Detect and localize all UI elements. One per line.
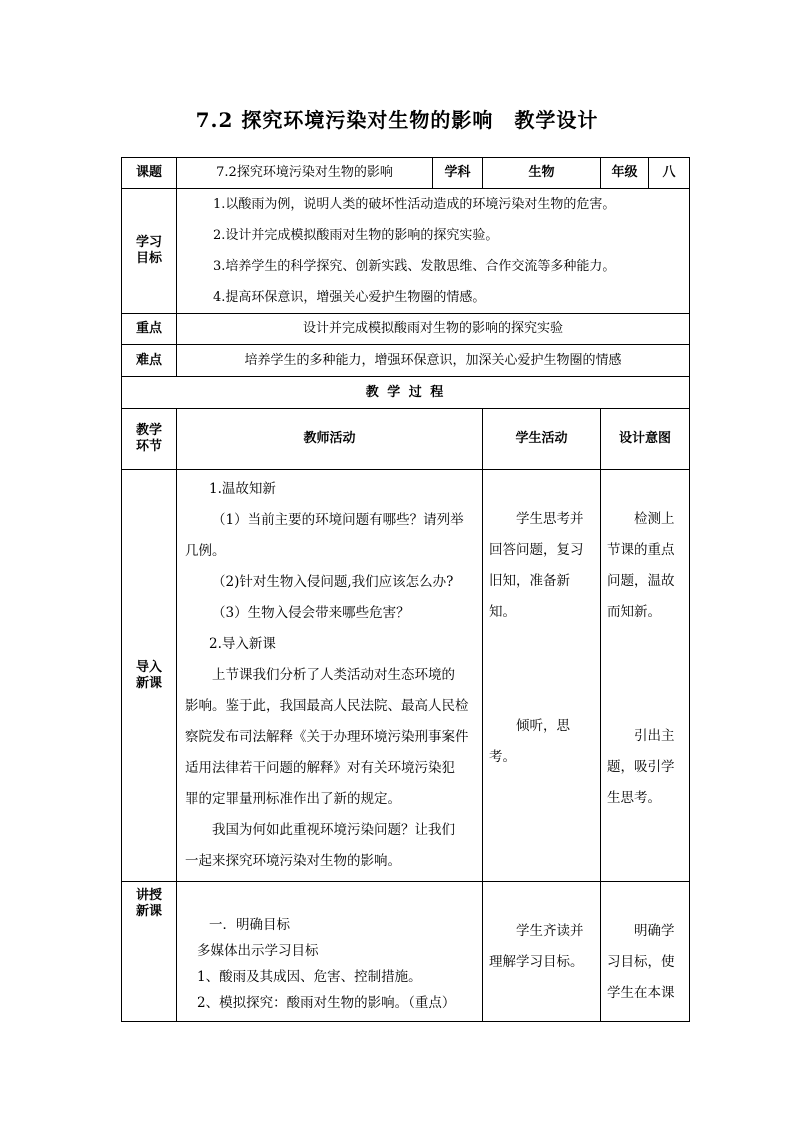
difficulty-value: 培养学生的多种能力，增强环保意识，加深关心爱护生物圈的情感 xyxy=(177,345,690,377)
key-point-value: 设计并完成模拟酸雨对生物的影响的探究实验 xyxy=(177,314,690,345)
course-value: 7.2探究环境污染对生物的影响 xyxy=(177,158,433,189)
stage-column-header: 教学 环节 xyxy=(122,409,177,470)
lecture-design-intent: 明确学习目标，使学生在本课 xyxy=(601,882,690,1022)
grade-value: 八 xyxy=(649,158,690,189)
lesson-plan-table xyxy=(121,157,690,1022)
lecture-student-activity: 学生齐读并理解学习目标。 xyxy=(483,882,601,1022)
goal-item: 1.以酸雨为例，说明人类的破坏性活动造成的环境污染对生物的危害。 xyxy=(213,197,616,212)
lecture-stage: 讲授 新课 xyxy=(122,882,177,1022)
subject-label: 学科 xyxy=(433,158,483,189)
goals-label: 学习 目标 xyxy=(122,189,177,314)
page-title: 7.2 探究环境污染对生物的影响 教学设计 xyxy=(195,108,599,132)
process-title-row xyxy=(122,377,690,409)
course-label: 课题 xyxy=(122,158,177,189)
difficulty-row xyxy=(122,345,690,377)
subject-value: 生物 xyxy=(483,158,601,189)
key-point-row xyxy=(122,314,690,345)
difficulty-label: 难点 xyxy=(122,345,177,377)
intro-student-activity: 学生思考并回答问题，复习旧知，准备新知。 倾听，思考。 xyxy=(483,470,601,882)
intro-stage: 导入 新课 xyxy=(122,470,177,882)
intent-column-header: 设计意图 xyxy=(601,409,690,470)
student-column-header: 学生活动 xyxy=(483,409,601,470)
goal-item: 4.提高环保意识，增强关心爱护生物圈的情感。 xyxy=(213,290,486,305)
goals-list xyxy=(177,189,690,314)
lecture-teacher-activity: 一．明确目标 多媒体出示学习目标 1、酸雨及其成因、危害、控制措施。 2、模拟探究：酸雨对生物的影响。（重点） xyxy=(177,882,483,1022)
intro-design-intent: 检测上节课的重点问题，温故而知新。 引出主题，吸引学生思考。 xyxy=(601,470,690,882)
grade-label: 年级 xyxy=(601,158,649,189)
lecture-row xyxy=(122,882,690,1022)
teacher-column-header: 教师活动 xyxy=(177,409,483,470)
key-point-label: 重点 xyxy=(122,314,177,345)
column-header-row xyxy=(122,409,690,470)
goal-item: 3.培养学生的科学探究、创新实践、发散思维、合作交流等多种能力。 xyxy=(213,259,616,274)
intro-row xyxy=(122,470,690,882)
process-title: 教 学 过 程 xyxy=(122,377,690,409)
intro-teacher-activity: 1.温故知新 （1）当前主要的环境问题有哪些？请列举 几例。 （2)针对生物入侵问题,我们应该怎么办? （3）生物入侵会带来哪些危害？ 2.导入新课 上节课我们分析了人类活动对生态环境的 影响。鉴于此，我国最高人民法院、最高人民检 察院发布司法解释《关于办理环境污染刑事案件 适用法律若干问题的解释》对有关环境污染犯 罪的定罪量刑标准作出了新的规定。 我国为何如此重视环境污染问题？让我们 一起来探究环境污染对生物的影响。 xyxy=(177,470,483,882)
header-row xyxy=(122,158,690,189)
goals-row xyxy=(122,189,690,314)
goal-item: 2.设计并完成模拟酸雨对生物的影响的探究实验。 xyxy=(213,228,499,243)
